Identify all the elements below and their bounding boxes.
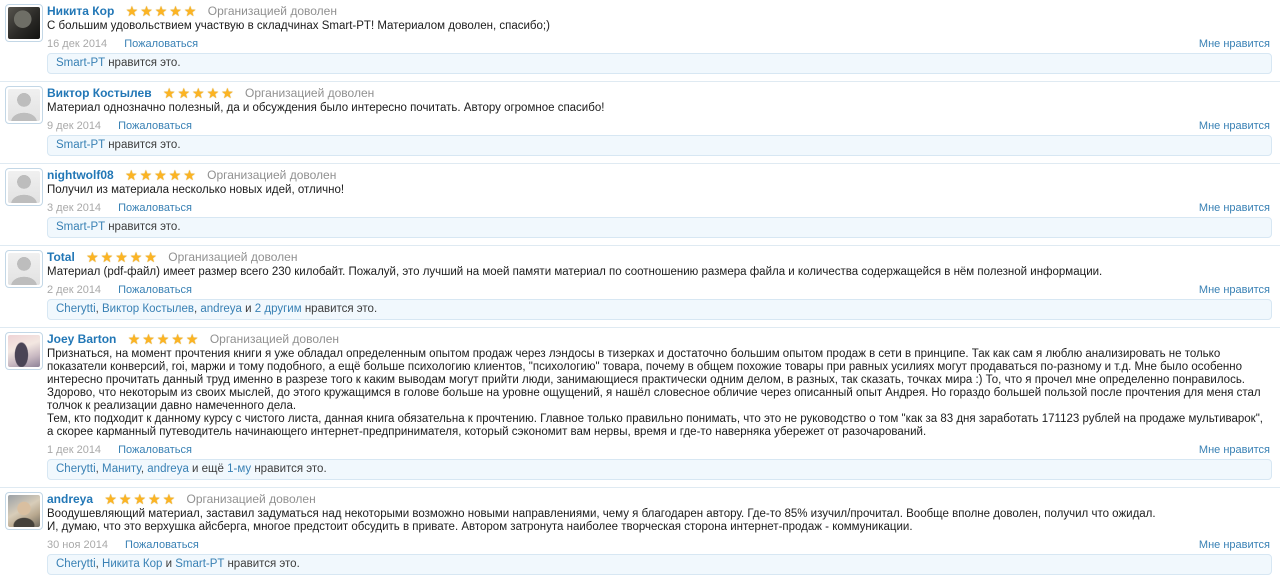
- review-content: [47, 86, 1272, 156]
- review-meta-row: [47, 120, 1272, 132]
- report-link[interactable]: Пожаловаться: [118, 284, 192, 296]
- review-author-link[interactable]: nightwolf08: [47, 168, 114, 182]
- rating-status-label: Организацией доволен: [209, 332, 340, 346]
- review-author-link[interactable]: Никита Кор: [47, 4, 115, 18]
- liker-link[interactable]: 1-му: [227, 463, 252, 475]
- liker-link[interactable]: Smart-PT: [56, 221, 105, 233]
- likes-summary-text: и ещё: [188, 463, 228, 475]
- review-date: 16 дек 2014: [47, 38, 108, 50]
- rating-stars: ★★★★★: [125, 3, 199, 19]
- likes-summary-text: ,: [194, 303, 201, 315]
- liker-link[interactable]: Никита Кор: [102, 558, 163, 570]
- report-link[interactable]: Пожаловаться: [118, 120, 192, 132]
- report-link[interactable]: Пожаловаться: [118, 202, 192, 214]
- rating-stars: ★★★★★: [127, 331, 201, 347]
- report-link[interactable]: Пожаловаться: [118, 444, 192, 456]
- review-text: [47, 508, 1272, 534]
- review-text-line: Воодушевляющий материал, заставил задуматься над некоторыми возможно новыми направлениями, чему я благодарен автору. Где-то 85% изучил/прочитал. Вообще вполне доволен, получил что ожидал.: [47, 508, 1156, 520]
- rating-status-label: Организацией доволен: [207, 168, 337, 182]
- user-avatar[interactable]: [5, 250, 43, 288]
- liker-link[interactable]: Smart-PT: [56, 57, 105, 69]
- review-header: [47, 4, 1272, 19]
- liker-link[interactable]: Cherytti: [56, 558, 96, 570]
- likes-summary-text: ,: [95, 463, 103, 475]
- review-meta-row: [47, 539, 1272, 551]
- likes-summary-bar: [47, 135, 1272, 156]
- review-item: [0, 164, 1280, 246]
- likes-summary-bar: [47, 554, 1272, 575]
- review-text-line: И, думаю, что это верхушка айсберга, многое предстоит обсудить в привате. Автором затронута наиболее творческая сторона интернет-продаж - коммуникации.: [47, 521, 913, 533]
- review-text: [47, 20, 1272, 33]
- review-meta-row: [47, 202, 1272, 214]
- rating-status-label: Организацией доволен: [186, 492, 316, 506]
- review-text-line: Получил из материала несколько новых идей, отлично!: [47, 184, 345, 196]
- review-item: [0, 328, 1280, 488]
- avatar-image: [8, 253, 40, 285]
- review-text: [47, 102, 1272, 115]
- review-date: 1 дек 2014: [47, 444, 102, 456]
- avatar-image: [8, 495, 40, 527]
- liker-link[interactable]: Виктор Костылев: [102, 303, 194, 315]
- review-text-line: Материал однозначно полезный, да и обсуждения было интересно почитать. Автору огромное спасибо!: [47, 102, 605, 114]
- likes-summary-text: нравится это.: [301, 303, 378, 315]
- rating-stars: ★★★★★: [104, 491, 178, 507]
- likes-summary-text: нравится это.: [105, 57, 181, 69]
- likes-summary-text: нравится это.: [105, 221, 181, 233]
- liker-link[interactable]: 2 другим: [254, 303, 302, 315]
- liker-link[interactable]: Cherytti: [56, 303, 96, 315]
- review-item: [0, 488, 1280, 575]
- review-author-link[interactable]: Joey Barton: [47, 332, 117, 346]
- user-avatar[interactable]: [5, 4, 43, 42]
- liker-link[interactable]: Smart-PT: [175, 558, 225, 570]
- liker-link[interactable]: Cherytti: [56, 463, 96, 475]
- user-avatar[interactable]: [5, 332, 43, 370]
- avatar-image: [8, 7, 40, 39]
- user-avatar[interactable]: [5, 168, 43, 206]
- like-button[interactable]: Мне нравится: [1198, 539, 1270, 551]
- liker-link[interactable]: Маниту: [102, 463, 141, 475]
- like-button[interactable]: Мне нравится: [1198, 38, 1270, 50]
- likes-summary-bar: [47, 217, 1272, 238]
- review-content: [47, 250, 1272, 320]
- likes-summary-text: и: [241, 303, 255, 315]
- report-link[interactable]: Пожаловаться: [125, 539, 199, 551]
- review-date: 30 ноя 2014: [47, 539, 108, 551]
- user-avatar[interactable]: [5, 86, 43, 124]
- likes-summary-text: и: [162, 558, 176, 570]
- likes-summary-bar: [47, 299, 1272, 320]
- avatar-image: [8, 171, 40, 203]
- report-link[interactable]: Пожаловаться: [124, 38, 199, 50]
- review-text-line: Тем, кто подходит к данному курсу с чистого листа, данная книга обязательна к прочтению. Главное только правильно понимать, что это не руководство о том "как за 83 дня заработать 171123 рублей на продаже мультиварок", а скорее карманный путеводитель начинающего интернет-предпринимателя, который сэкономит вам нервы, время и где-то наверняка убережет от разочарований.: [47, 413, 1263, 438]
- review-item: [0, 246, 1280, 328]
- likes-summary-text: ,: [140, 463, 148, 475]
- liker-link[interactable]: Smart-PT: [56, 139, 105, 151]
- rating-status-label: Организацией доволен: [207, 4, 337, 18]
- review-date: 3 дек 2014: [47, 202, 102, 214]
- rating-status-label: Организацией доволен: [168, 250, 298, 264]
- likes-summary-text: ,: [95, 303, 103, 315]
- user-avatar[interactable]: [5, 492, 43, 530]
- review-author-link[interactable]: andreya: [47, 492, 94, 506]
- rating-stars: ★★★★★: [125, 167, 198, 183]
- review-text-line: Признаться, на момент прочтения книги я уже обладал определенным опытом продаж через лэндосы в тизерках и достаточно большим опытом продаж в сети в принципе. Так как сам я люблю анализировать не только показатели конверсий, roi, маржи и тому подобного, а ещё больше психологию клиентов, "психологию" товара, почему в общем похожие товары при равных усилиях могут продаваться по-разному и т.д. Мне было особенно интересно прочитать данный труд именно в разрезе того к каким выводам могут прийти люди, занимающиеся практически одним делом, в разных, так сказать, точках мира :) То, что я прочел мне определенно понравилось. Здорово, что некоторым из своих мыслей, до этого кружащимся в голове больше на уровне ощущений, я нашёл словесное обличие через описанный опыт Андрея. Но гораздо большей пользой после прочтения для меня стал толчок к реализации давно намеченного дела.: [47, 348, 1261, 412]
- liker-link[interactable]: andreya: [147, 463, 189, 475]
- review-text: [47, 266, 1272, 279]
- likes-summary-bar: [47, 459, 1272, 480]
- review-text-line: С большим удовольствием участвую в складчинах Smart-PT! Материалом доволен, спасибо;): [47, 20, 550, 32]
- review-item: [0, 82, 1280, 164]
- review-author-link[interactable]: Виктор Костылев: [47, 86, 152, 100]
- review-header: [47, 86, 1272, 101]
- like-button[interactable]: Мне нравится: [1198, 120, 1270, 132]
- likes-summary-text: ,: [95, 558, 103, 570]
- review-content: [47, 4, 1272, 74]
- likes-summary-text: нравится это.: [224, 558, 300, 570]
- like-button[interactable]: Мне нравится: [1198, 284, 1270, 296]
- liker-link[interactable]: andreya: [200, 303, 242, 315]
- likes-summary-text: нравится это.: [105, 139, 181, 151]
- review-header: [47, 492, 1272, 507]
- review-header: [47, 168, 1272, 183]
- avatar-image: [8, 335, 40, 367]
- review-text: [47, 348, 1272, 439]
- avatar-image: [8, 89, 40, 121]
- review-text-line: Материал (pdf-файл) имеет размер всего 230 килобайт. Пожалуй, это лучший на моей памяти материал по соотношению размера файла и количества содержащейся в нём полезной информации.: [47, 266, 1103, 278]
- review-item: [0, 0, 1280, 82]
- review-content: [47, 492, 1272, 575]
- review-content: [47, 168, 1272, 238]
- rating-status-label: Организацией доволен: [245, 86, 375, 100]
- like-button[interactable]: Мне нравится: [1198, 202, 1270, 214]
- review-header: [47, 250, 1272, 265]
- review-meta-row: [47, 38, 1272, 50]
- review-date: 2 дек 2014: [47, 284, 102, 296]
- review-author-link[interactable]: Total: [47, 250, 75, 264]
- likes-summary-bar: [47, 53, 1272, 74]
- rating-stars: ★★★★★: [86, 249, 159, 265]
- like-button[interactable]: Мне нравится: [1198, 444, 1270, 456]
- review-content: [47, 332, 1272, 480]
- review-header: [47, 332, 1272, 347]
- review-meta-row: [47, 444, 1272, 456]
- rating-stars: ★★★★★: [162, 85, 236, 101]
- review-meta-row: [47, 284, 1272, 296]
- likes-summary-text: нравится это.: [251, 463, 327, 475]
- review-date: 9 дек 2014: [47, 120, 102, 132]
- review-text: [47, 184, 1272, 197]
